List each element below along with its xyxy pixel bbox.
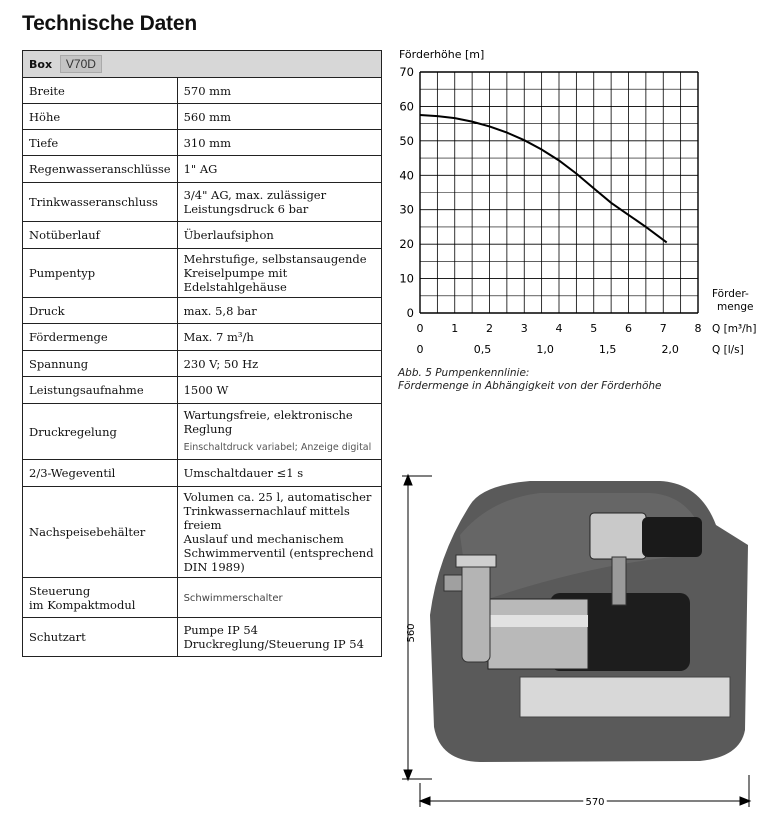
spec-key-text: Tiefe	[29, 135, 59, 150]
spec-value-line: max. 5,8 bar	[183, 303, 257, 318]
product-drawing	[400, 465, 760, 810]
page-title: Technische Daten	[22, 12, 197, 35]
spec-key	[23, 460, 178, 487]
spec-key-text: Breite	[29, 83, 65, 98]
spec-value	[177, 404, 381, 460]
spec-key-text: 2/3-Wegeventil	[29, 466, 116, 480]
spec-value-line: Leistungsdruck 6 bar	[183, 202, 309, 216]
y-axis-label: Förderhöhe [m]	[399, 48, 485, 61]
chart-grid	[420, 72, 698, 313]
y-tick-label: 70	[399, 65, 414, 79]
spec-key	[23, 156, 178, 183]
spec-value-line: 1" AG	[183, 162, 218, 176]
spec-value-line: Volumen ca. 25 l, automatischer	[183, 490, 372, 504]
model-badge: V70D	[60, 55, 102, 73]
spec-key	[23, 351, 178, 377]
spec-value-line: Pumpe IP 54	[183, 623, 259, 637]
spec-value-filled: Schwimmerschalter	[183, 592, 283, 604]
y-tick-label: 30	[399, 202, 414, 217]
spec-value	[177, 130, 381, 156]
spec-key-text: Leistungsaufnahme	[29, 383, 144, 397]
table-row	[23, 249, 382, 298]
spec-key	[23, 104, 178, 130]
table-row	[23, 487, 382, 578]
table-row	[23, 404, 382, 460]
table-header-row	[23, 51, 382, 78]
x2-tick-labels	[417, 343, 679, 356]
spec-table	[22, 50, 382, 657]
height-label: 560	[406, 623, 417, 643]
spec-key-text: Trinkwasseranschluss	[29, 195, 158, 209]
spec-value-line: Mehrstufige, selbstansaugende	[183, 252, 367, 266]
inlet-fitting	[456, 555, 496, 567]
caption-line-2: Fördermenge in Abhängigkeit von der Förderhöhe	[398, 380, 662, 392]
table-row	[23, 104, 382, 130]
x2-tick-label: 1,0	[536, 343, 554, 356]
table-row	[23, 78, 382, 104]
x-tick-label: 8	[694, 322, 702, 335]
y-tick-label: 40	[399, 168, 414, 183]
spec-key	[23, 78, 178, 104]
x2-tick-label: 0,5	[473, 343, 492, 356]
spec-value	[177, 351, 381, 377]
table-row	[23, 298, 382, 324]
x-tick-label: 4	[555, 322, 563, 335]
x-axis-unit-2: Q [l/s]	[712, 344, 744, 356]
spec-value-line: 560 mm	[183, 109, 231, 124]
pump-curve-line	[420, 115, 667, 242]
x-tick-label: 5	[590, 322, 598, 335]
spec-key	[23, 222, 178, 249]
spec-key-text-2: im Kompaktmodul	[29, 597, 136, 612]
table-row	[23, 578, 382, 618]
spec-key-text: Fördermenge	[29, 330, 108, 344]
spec-key-text: Nachspeisebehälter	[29, 525, 146, 539]
spec-key-text: Notüberlauf	[29, 228, 100, 242]
spec-value	[177, 298, 381, 324]
spec-key	[23, 298, 178, 324]
table-row	[23, 183, 382, 222]
table-row	[23, 222, 382, 249]
pump-steel-body	[488, 599, 588, 669]
spec-key	[23, 578, 178, 618]
base-plate	[520, 677, 730, 717]
table-row	[23, 156, 382, 183]
spec-value-line: Druckreglung/Steuerung IP 54	[183, 637, 364, 651]
y-tick-label: 20	[399, 237, 414, 252]
spec-key	[23, 404, 178, 460]
spec-value-line: Kreiselpumpe mit Edelstahlgehäuse	[183, 266, 288, 294]
spec-value-line: Max. 7 m³/h	[183, 330, 254, 344]
x-tick-label: 3	[520, 322, 528, 335]
x-tick-label: 6	[625, 322, 632, 335]
x2-tick-label: 2,0	[661, 343, 679, 356]
spec-key-text: Druckregelung	[29, 424, 117, 439]
y-tick-labels	[399, 65, 414, 320]
spec-key	[23, 183, 178, 222]
table-row	[23, 351, 382, 377]
width-label: 570	[585, 797, 605, 808]
spec-value	[177, 324, 381, 351]
table-row	[23, 618, 382, 657]
x-axis-label-top2: menge	[717, 301, 754, 313]
x-tick-labels	[417, 322, 702, 335]
spec-value-line: 310 mm	[183, 135, 231, 150]
inlet-pipe	[462, 557, 490, 662]
spec-value	[177, 487, 381, 578]
header-label: Box	[29, 58, 53, 71]
y-tick-label: 10	[399, 271, 414, 286]
spec-value-line: Schwimmerventil (entsprechend	[183, 546, 374, 560]
spec-key-text: Steuerung	[29, 583, 91, 598]
table-row	[23, 460, 382, 487]
x-tick-label: 1	[451, 322, 459, 335]
spec-key	[23, 487, 178, 578]
y-tick-label: 60	[399, 99, 414, 114]
spec-value	[177, 618, 381, 657]
spec-value	[177, 156, 381, 183]
spec-value	[177, 460, 381, 487]
spec-key	[23, 377, 178, 404]
spec-value-line: 570 mm	[183, 83, 231, 98]
spec-key-text: Pumpentyp	[29, 266, 96, 280]
table-header-cell	[23, 51, 382, 78]
spec-value	[177, 183, 381, 222]
spec-key-text: Druck	[29, 303, 65, 318]
y-tick-label: 50	[399, 133, 414, 148]
spec-value-line: 230 V; 50 Hz	[183, 356, 259, 371]
spec-key	[23, 130, 178, 156]
spec-key-text: Regenwasseranschlüsse	[29, 162, 171, 176]
pump-curve-chart	[395, 45, 763, 365]
spec-value-line: Überlaufsiphon	[183, 228, 274, 242]
x2-tick-label: 1,5	[598, 343, 617, 356]
spec-key-text: Höhe	[29, 109, 61, 124]
caption-line-1: Abb. 5 Pumpenkennlinie:	[398, 367, 530, 379]
table-row	[23, 377, 382, 404]
controller-motor	[642, 517, 702, 557]
spec-value-line: Umschaltdauer ≤1 s	[183, 466, 304, 480]
spec-value-line: 3/4" AG, max. zulässiger	[183, 188, 327, 202]
spec-value-line: Trinkwassernachlauf mittels freiem	[183, 504, 350, 532]
spec-value-line: Auslauf und mechanischem	[183, 532, 344, 546]
x-tick-label: 7	[659, 322, 667, 335]
spec-value-line: DIN 1989)	[183, 560, 245, 574]
x2-tick-label: 0	[416, 343, 424, 356]
spec-value	[177, 78, 381, 104]
spec-key	[23, 324, 178, 351]
table-row	[23, 324, 382, 351]
spec-value	[177, 249, 381, 298]
table-row	[23, 130, 382, 156]
spec-value-line: Wartungsfreie, elektronische Reglung	[183, 408, 353, 436]
x-axis-label-top: Förder-	[712, 288, 749, 300]
pressure-controller	[590, 513, 646, 559]
spec-value	[177, 222, 381, 249]
spec-key-text: Spannung	[29, 356, 89, 371]
chart-caption	[398, 367, 662, 393]
pipe-riser	[612, 557, 626, 605]
spec-value-line: 1500 W	[183, 383, 229, 397]
y-tick-label: 0	[406, 306, 414, 320]
spec-value	[177, 104, 381, 130]
spec-key	[23, 618, 178, 657]
x-tick-label: 2	[486, 322, 493, 335]
pump-steel-shade	[488, 615, 588, 627]
x-tick-label: 0	[416, 322, 424, 335]
spec-key-text: Schutzart	[29, 630, 86, 644]
spec-key	[23, 249, 178, 298]
side-valve	[444, 575, 462, 591]
x-axis-unit-1: Q [m³/h]	[712, 323, 757, 335]
spec-value	[177, 578, 381, 618]
spec-value	[177, 377, 381, 404]
spec-value-note: Einschaltdruck variabel; Anzeige digital	[183, 442, 372, 453]
